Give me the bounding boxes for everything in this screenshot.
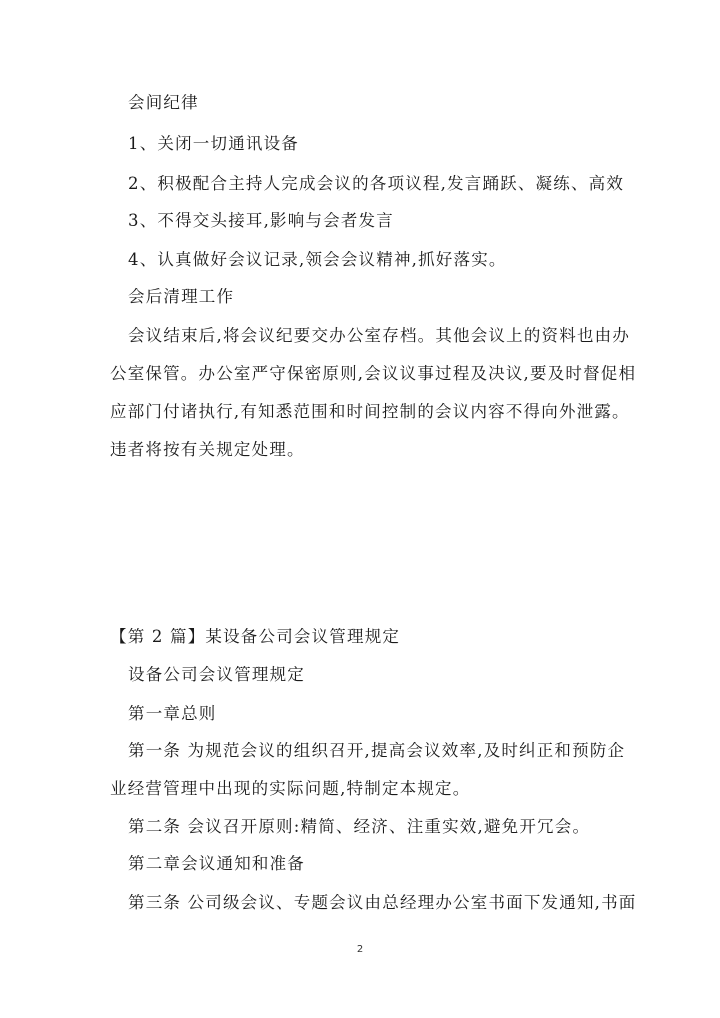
article-title: 【第 2 篇】某设备公司会议管理规定 [110, 627, 401, 646]
paragraph-line: 第一条 为规范会议的组织召开,提高会议效率,及时纠正和预防企 [128, 741, 626, 760]
heading-meeting-discipline: 会间纪律 [128, 93, 199, 112]
document-subtitle: 设备公司会议管理规定 [128, 665, 305, 684]
paragraph-line: 第三条 公司级会议、专题会议由总经理办公室书面下发通知,书面 [128, 893, 637, 912]
paragraph-line: 违者将按有关规定处理。 [110, 440, 305, 459]
chapter-heading: 第二章会议通知和准备 [128, 854, 305, 873]
chapter-heading: 第一章总则 [128, 704, 217, 723]
rule-item: 1、关闭一切通讯设备 [128, 134, 299, 153]
paragraph-line: 公室保管。办公室严守保密原则,会议议事过程及决议,要及时督促相 [110, 364, 637, 383]
rule-item: 3、不得交头接耳,影响与会者发言 [128, 211, 394, 230]
paragraph-line: 第二条 会议召开原则:精简、经济、注重实效,避免开冗会。 [128, 817, 591, 836]
paragraph-line: 业经营管理中出现的实际问题,特制定本规定。 [110, 779, 471, 798]
paragraph-line: 会议结束后,将会议纪要交办公室存档。其他会议上的资料也由办 [128, 326, 631, 345]
rule-item: 4、认真做好会议记录,领会会议精神,抓好落实。 [128, 250, 507, 269]
heading-post-meeting-cleanup: 会后清理工作 [128, 287, 235, 306]
rule-item: 2、积极配合主持人完成会议的各项议程,发言踊跃、凝练、高效 [128, 174, 625, 193]
page-number: 2 [356, 944, 364, 955]
paragraph-line: 应部门付诸执行,有知悉范围和时间控制的会议内容不得向外泄露。 [110, 402, 630, 421]
